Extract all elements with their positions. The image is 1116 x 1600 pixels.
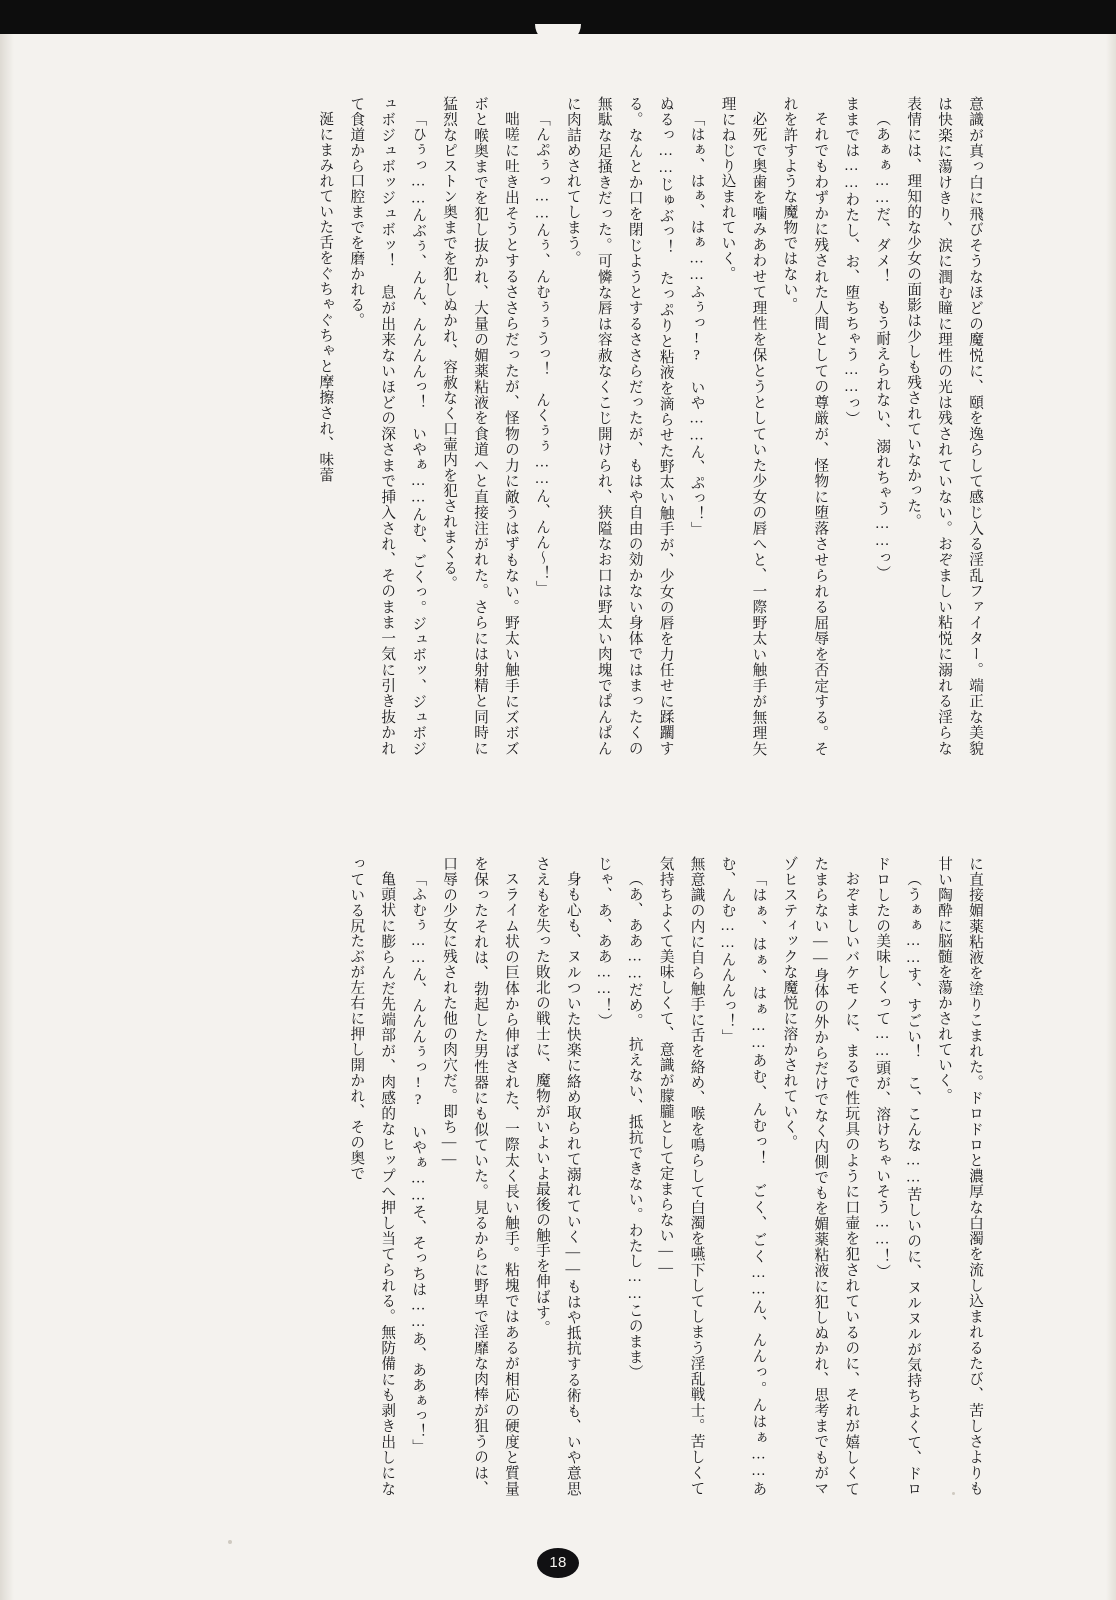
text-block-upper [110,96,990,756]
paragraph: 無意識の内に自ら触手に舌を絡め、喉を鳴らして白濁を嚥下してしまう淫乱戦士。苦しくて気持ちよくて美味しくて、意識が朦朧として定まらない―― [657,856,705,1496]
text-block-lower [110,856,990,1496]
paragraph: に直接媚薬粘液を塗りこまれた。ドロドロと濃厚な白濁を流し込まれるたび、苦しさよりも甘い陶酔に脳髄を蕩かされていく。 [936,856,983,1496]
paragraph: 「はぁ、はぁ、はぁ……あむ、んむっ！ ごく、ごく……ん、んんっ。んはぁ……あむ、んむ……んんんっ！」 [719,856,767,1496]
paragraph: 身も心も、ヌルついた快楽に絡め取られて溺れていく――もはや抵抗する術も、いや意思さえもを失った敗北の戦士に、魔物がいよいよ最後の触手を伸ばす。 [533,856,581,1496]
paragraph: （あ、ああ……だめ。 抗えない、抵抗できない。わたし……このまま） [626,870,643,1380]
paragraph: 涎にまみれていた舌をぐちゃぐちゃと摩擦され、味蕾 [317,110,334,483]
paragraph: おぞましいバケモノに、まるで性玩具のように口壷を犯されているのに、それが嬉しくてたまらない――身体の外からだけでなく内側でもを媚薬粘液に犯しぬかれ、思考までもがマゾヒスティックな魔悦に溶かされていく。 [781,856,860,1496]
paragraph: 亀頭状に膨らんだ先端部が、肉感的なヒップへ押し当てられる。無防備にも剥き出しになっている尻たぶが左右に押し開かれ、その奥で [348,856,396,1496]
paragraph: 意識が真っ白に飛びそうなほどの魔悦に、頤を逸らして感じ入る淫乱ファイター。端正な美貌は快楽に蕩けきり、涙に潤む瞳に理性の光は残されていない。おぞましい粘悦に溺れる淫らな表情には、理知的な少女の面影は少しも残されていなかった。 [905,96,983,756]
paragraph: ままでは……わたし、お、堕ちちゃう……っ） [843,96,860,427]
paragraph: 咄嗟に吐き出そうとするささらだったが、怪物の力に敵うはずもない。野太い触手にズボズボと喉奥までを犯し抜かれ、大量の媚薬粘液を食道へと直接注がれた。さらには射精と同時に猛烈なピストン奥までを犯しぬかれ、容赦なく口壷内を犯されまくる。 [441,96,519,756]
paper-speck [228,1540,232,1544]
paragraph: 「ひぅっ……んぶぅ、んん、んんんんっ！ いやぁ……んむ、ごくっ。ジュボッ、ジュボジュボジュボッジュボッ！ 息が出来ないほどの深さまで挿入され、そのまま一気に引き抜かれて食道から口腔までを磨かれる。 [348,96,427,756]
paragraph: 「はぁ、はぁ、はぁ……ふぅっ!? いや……ん、ぷっ！」 [688,110,705,537]
paragraph: ぬるっ……じゅぶっ！ たっぷりと粘液を滴らせた野太い触手が、少女の唇を力任せに蹂躙する。なんとか口を閉じようとするささらだったが、もはや自由の効かない身体ではまったくの無駄な足掻きだった。可憐な唇は容赦なくこじ開けられ、狭隘なお口は野太い肉塊でぱんぱんに肉詰めされてしまう。 [564,96,674,756]
paragraph: （あぁぁ……だ、ダメ！ もう耐えられない、溺れちゃう……っ） [874,110,891,581]
paragraph: じゃ、あ、ああ……！） [595,856,612,1030]
paragraph: それでもわずかに残された人間としての尊厳が、怪物に堕落させられる屈辱を否定する。それを許すような魔物ではない。 [781,96,829,756]
page-top-notch [535,24,581,44]
paragraph: 必死で奥歯を噛みあわせて理性を保とうとしていた少女の唇へと、一際野太い触手が無理矢理にねじり込まれていく。 [719,96,767,756]
paragraph: 「んぷぅっ……んぅ、んむぅぅうっ！ んくぅぅ……ん、んん～！」 [533,110,550,596]
paper-edge-left [0,34,14,1600]
paper-edge-right [1106,34,1116,1600]
page-number: 18 [537,1548,579,1578]
paragraph: 「ふむぅ……ん、んんんぅっ!? いやぁ……そ、そっちは……あ、ああぁっ！」 [410,870,427,1455]
paragraph: （うぁぁ……す、すごい！ こ、こんな……苦しいのに、ヌルヌルが気持ちよくて、ドロドロしたの美味しくって……頭が、溶けちゃいそう……！） [874,856,922,1496]
paragraph: スライム状の巨体から伸ばされた、一際太く長い触手。粘塊ではあるが相応の硬度と質量を保ったそれは、勃起した男性器にも似ていた。見るからに野卑で淫靡な肉棒が狙うのは、口辱の少女に残された他の肉穴だ。即ち―― [441,856,519,1496]
